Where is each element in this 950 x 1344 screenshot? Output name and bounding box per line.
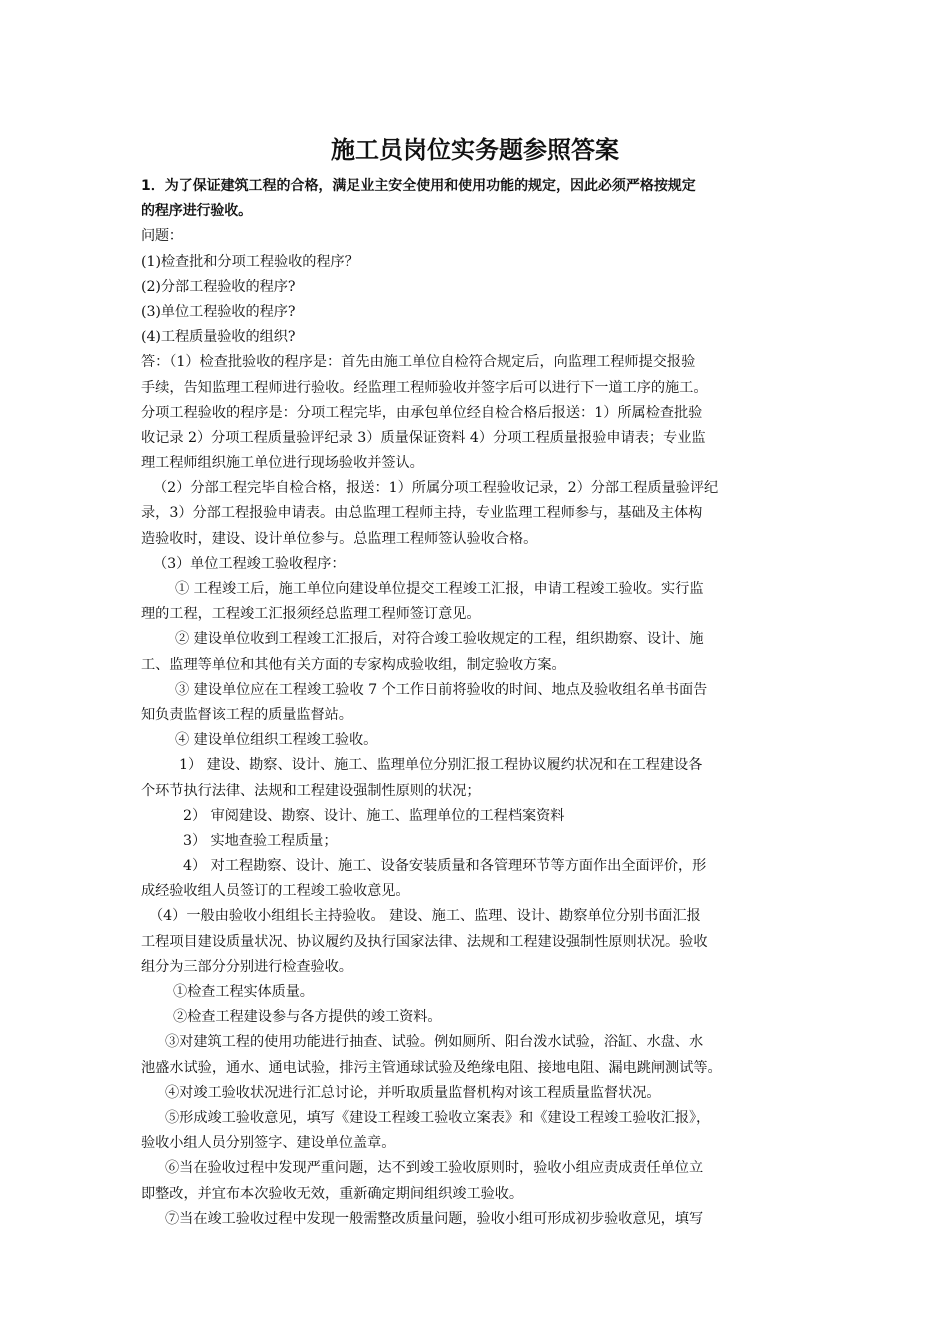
text-line: ④ 建设单位组织工程竣工验收。	[175, 732, 378, 749]
text-line: 2） 审阅建设、勘察、设计、施工、监理单位的工程档案资料	[183, 807, 565, 824]
text-line: 问题：	[141, 228, 183, 245]
text-line: （3）单位工程竣工验收程序：	[153, 555, 346, 572]
text-line: (2)分部工程验收的程序?	[141, 278, 296, 295]
text-line: 手续，告知监理工程师进行验收。经监理工程师验收并签字后可以进行下一道工序的施工。	[141, 379, 708, 396]
text-line: ⑦当在竣工验收过程中发现一般需整改质量问题，验收小组可形成初步验收意见，填写	[165, 1210, 704, 1227]
text-line: (1)检查批和分项工程验收的程序？	[141, 253, 359, 270]
text-line: ②检查工程建设参与各方提供的竣工资料。	[173, 1009, 442, 1026]
text-line: ③对建筑工程的使用功能进行抽查、试验。例如厕所、阳台泼水试验，浴缸、水盘、水	[165, 1034, 704, 1051]
text-line: 分项工程验收的程序是：分项工程完毕，由承包单位经自检合格后报送：1）所属检查批验	[141, 404, 703, 421]
document-body	[141, 174, 821, 1232]
text-line: 个环节执行法律、法规和工程建设强制性原则的状况；	[141, 782, 481, 799]
text-line: (4)工程质量验收的组织?	[141, 329, 296, 346]
text-line: ① 工程竣工后，施工单位向建设单位提交工程竣工汇报，申请工程竣工验收。实行监	[175, 581, 704, 597]
text-line: (3)单位工程验收的程序?	[141, 303, 296, 320]
text-line: ② 建设单位收到工程竣工汇报后，对符合竣工验收规定的工程，组织勘察、设计、施	[175, 631, 704, 648]
text-line: 的程序进行验收。	[141, 203, 252, 220]
text-line: 录，3）分部工程报验申请表。由总监理工程师主持，专业监理工程师参与，基础及主体构	[141, 505, 703, 522]
text-line: 1） 建设、勘察、设计、施工、监理单位分别汇报工程协议履约状况和在工程建设各	[179, 757, 703, 774]
text-line: 组分为三部分分别进行检查验收。	[141, 958, 353, 975]
text-line: 验收小组人员分别签字、建设单位盖章。	[141, 1135, 396, 1152]
text-line: 收记录 2）分项工程质量验评纪录 3）质量保证资料 4）分项工程质量报验申请表；专业监	[141, 429, 706, 446]
text-line: 理的工程，工程竣工汇报须经总监理工程师签订意见。	[141, 606, 481, 623]
text-line: ③ 建设单位应在工程竣工验收 7 个工作日前将验收的时间、地点及验收组名单书面告	[175, 681, 708, 698]
text-line: 3） 实地查验工程质量；	[183, 832, 338, 849]
text-line: 造验收时，建设、设计单位参与。总监理工程师签认验收合格。	[141, 530, 538, 547]
text-line: 即整改，并宜布本次验收无效，重新确定期间组织竣工验收。	[141, 1185, 524, 1202]
document-title: 施工员岗位实务题参照答案	[331, 136, 619, 164]
text-line: 4） 对工程勘察、设计、施工、设备安装质量和各管理环节等方面作出全面评价，形	[183, 858, 707, 875]
text-line: 答：（1）检查批验收的程序是：首先由施工单位自检符合规定后，向监理工程师提交报验	[141, 354, 696, 371]
text-line: ⑤形成竣工验收意见，填写《建设工程竣工验收立案表》和《建设工程竣工验收汇报》，	[165, 1109, 711, 1126]
text-line: 池盛水试验，通水、通电试验，排污主管通球试验及绝缘电阻、接地电阻、漏电跳闸测试等。	[141, 1059, 722, 1076]
text-line: （4）一般由验收小组组长主持验收。 建设、施工、监理、设计、勘察单位分别书面汇报	[149, 908, 701, 925]
text-line: ①检查工程实体质量。	[173, 984, 314, 1000]
text-line: 工程项目建设质量状况、协议履约及执行国家法律、法规和工程建设强制性原则状况。验收	[141, 933, 708, 950]
text-line: ⑥当在验收过程中发现严重问题，达不到竣工验收原则时，验收小组应责成责任单位立	[165, 1160, 704, 1177]
text-line: 工、监理等单位和其他有关方面的专家构成验收组，制定验收方案。	[141, 656, 566, 673]
text-line: 成经验收组人员签订的工程竣工验收意见。	[141, 883, 410, 900]
text-line: （2）分部工程完毕自检合格，报送：1）所属分项工程验收记录，2）分部工程质量验评纪	[153, 480, 719, 497]
text-line: ④对竣工验收状况进行汇总讨论，并听取质量监督机构对该工程质量监督状况。	[165, 1084, 661, 1101]
text-line: 1．为了保证建筑工程的合格，满足业主安全使用和使用功能的规定，因此必须严格按规定	[141, 178, 696, 194]
text-line: 理工程师组织施工单位进行现场验收并签认。	[141, 455, 424, 472]
text-line: 知负责监督该工程的质量监督站。	[141, 706, 353, 723]
